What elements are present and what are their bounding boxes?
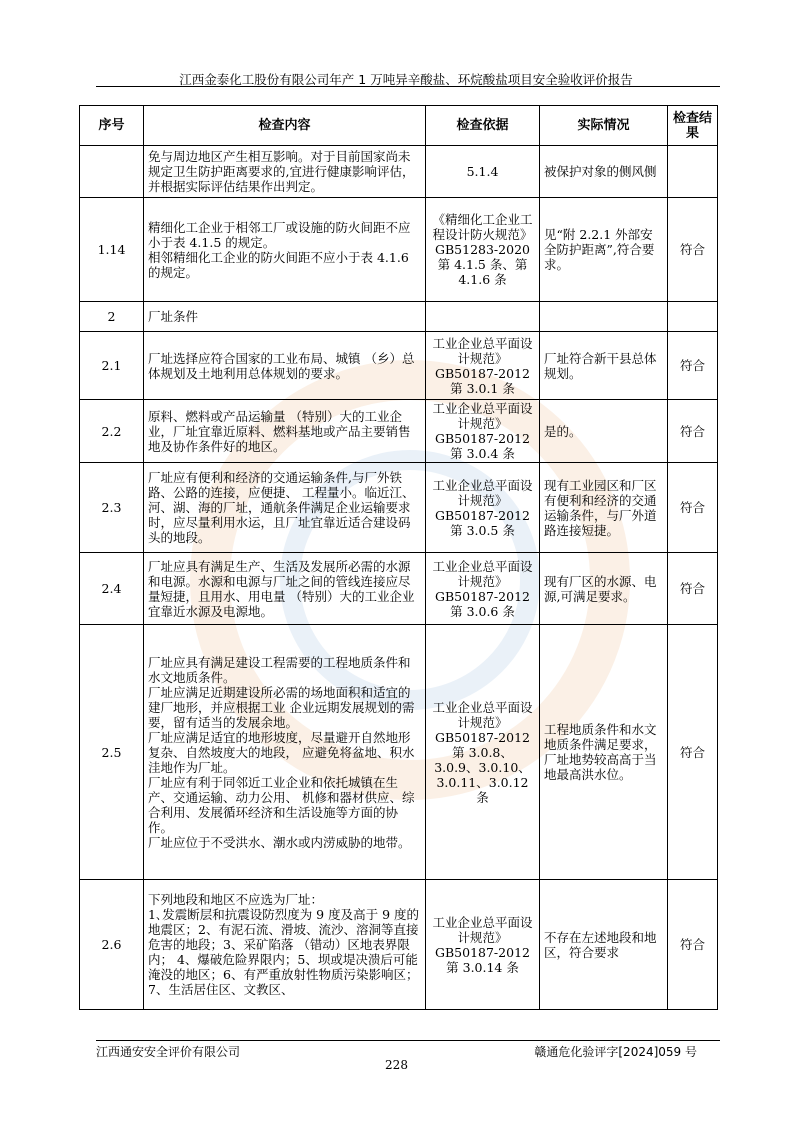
table-body	[80, 146, 718, 1010]
cell-basis	[426, 880, 540, 1010]
col-header-result: 检查结果	[668, 106, 718, 146]
cell-basis	[426, 302, 540, 332]
cell-content-line: 免与周边地区产生相互影响。对于目前国家尚未规定卫生防护距离要求的,宜进行健康影响评估，并根据实际评估结果作出判定。	[148, 149, 415, 194]
cell-actual	[540, 146, 668, 198]
cell-basis-line: GB50187-2012	[435, 944, 530, 960]
col-header-actual: 实际情况	[540, 106, 668, 146]
cell-actual-line: 现有工业园区和厂区有便利和经济的交通运输条件，与厂外道路连接短捷。	[544, 477, 657, 538]
cell-basis-line: 工业企业总平面设计规范》	[432, 335, 533, 366]
cell-content-line: 精细化工企业于相邻工厂或设施的防火间距不应小于表 4.1.5 的规定。	[148, 219, 411, 250]
cell-basis-line: 第 3.0.5 条	[450, 522, 515, 538]
cell-basis-line: 《精细化工企业工程设计防火规范》	[432, 212, 533, 242]
cell-basis-line: 工业企业总平面设计规范》	[432, 914, 533, 945]
cell-no: 2.1	[80, 332, 144, 400]
cell-actual	[540, 332, 668, 400]
cell-actual-line: 厂址符合新干县总体规划。	[544, 350, 657, 381]
cell-basis-line: GB50187-2012	[435, 365, 530, 381]
cell-basis-line: 第 3.0.14 条	[446, 959, 519, 975]
cell-result: 符合	[668, 553, 718, 625]
page-number: 228	[385, 1058, 408, 1072]
cell-content-line: 原料、燃料或产品运输量 （特别）大的工业企业，厂址宜靠近原料、燃料基地或产品主要销售地及协作条件好的地区。	[148, 408, 411, 454]
cell-actual-line: 是的。	[544, 423, 582, 439]
cell-basis-line: 5.1.4	[466, 164, 499, 179]
table-row	[80, 332, 718, 400]
cell-actual	[540, 880, 668, 1010]
cell-basis-line: 工业企业总平面设计规范》	[432, 477, 533, 508]
cell-result: 符合	[668, 880, 718, 1010]
cell-no: 2.4	[80, 553, 144, 625]
cell-basis-line: 工业企业总平面设计规范》	[432, 699, 533, 730]
cell-result: 符合	[668, 400, 718, 463]
footer-divider	[96, 1040, 720, 1041]
cell-content-line: 厂址条件	[148, 309, 199, 324]
footer-doc-number: 赣通危化验评字[2024]059 号	[534, 1045, 697, 1059]
cell-no: 2.5	[80, 625, 144, 880]
cell-content-line: 相邻精细化工企业的防火间距不应小于表 4.1.6的规定。	[148, 249, 409, 280]
cell-actual	[540, 198, 668, 302]
cell-basis-line: 第 3.0.6 条	[450, 603, 515, 619]
table-row	[80, 146, 718, 198]
table-row	[80, 880, 718, 1010]
cell-actual	[540, 302, 668, 332]
cell-content-line: 下列地段和地区不应选为厂址：	[148, 892, 324, 907]
table-row	[80, 400, 718, 463]
cell-basis-line: 工业企业总平面设计规范》	[432, 401, 533, 431]
table-row	[80, 463, 718, 553]
cell-no: 1.14	[80, 198, 144, 302]
cell-basis	[426, 146, 540, 198]
cell-result: 符合	[668, 198, 718, 302]
cell-actual-line: 工程地质条件和水文地质条件满足要求，厂址地势较高高于当地最高洪水位。	[544, 722, 657, 782]
cell-basis-line: GB51283-2020	[435, 242, 530, 257]
cell-actual	[540, 625, 668, 880]
header-title: 江西金泰化工股份有限公司年产 1 万吨异辛酸盐、环烷酸盐项目安全验收评价报告	[179, 72, 633, 87]
cell-basis	[426, 400, 540, 463]
cell-basis-line: GB50187-2012	[435, 588, 530, 604]
cell-basis	[426, 463, 540, 553]
cell-content	[144, 146, 426, 198]
cell-result: 符合	[668, 332, 718, 400]
cell-content	[144, 463, 426, 553]
cell-basis	[426, 553, 540, 625]
cell-basis-line: GB50187-2012	[435, 507, 530, 523]
cell-basis-line: 第 3.0.1 条	[450, 380, 515, 396]
cell-content	[144, 625, 426, 880]
cell-result: 符合	[668, 625, 718, 880]
cell-basis-line: GB50187-2012	[435, 729, 530, 745]
cell-actual-line: 见“附 2.2.1 外部安全防护距离”,符合要求。	[544, 227, 655, 272]
table-row	[80, 198, 718, 302]
cell-content	[144, 198, 426, 302]
cell-result: 符合	[668, 463, 718, 553]
cell-content-line: 厂址应具有满足生产、生活及发展所必需的水源和电源。水源和电源与厂址之间的管线连接应尽量短捷，且用水、用电量 （特别）大的工业企业宜靠近水源及电源地。	[148, 558, 415, 619]
cell-no: 2.3	[80, 463, 144, 553]
cell-content	[144, 302, 426, 332]
cell-no: 2.2	[80, 400, 144, 463]
cell-actual	[540, 553, 668, 625]
cell-actual	[540, 463, 668, 553]
cell-basis-line: 第 3.0.4 条	[450, 446, 515, 461]
col-header-content: 检查内容	[144, 106, 426, 146]
footer-company: 江西通安安全评价有限公司	[96, 1045, 241, 1059]
cell-content-line: 1､发震断层和抗震设防烈度为 9 度及高于 9 度的地震区；2、有泥石流、滑坡、流沙、溶洞等直接危害的地段；3、采矿陷落 （错动）区地表界限内； 4、爆破危险界限内；5、坝或堤决溃后可能淹没的地区；6、有严重放射性物质污染影响区；7、生活居住区、文教区、	[148, 907, 420, 997]
cell-content-line: 厂址应满足近期建设所必需的场地面积和适宜的建厂地形，并应根据工业 企业远期发展规划的需要，留有适当的发展余地。	[148, 684, 415, 730]
cell-basis-line: 工业企业总平面设计规范》	[432, 558, 533, 589]
cell-basis	[426, 625, 540, 880]
cell-result	[668, 146, 718, 198]
cell-no: 2.6	[80, 880, 144, 1010]
cell-content	[144, 880, 426, 1010]
cell-content-line: 厂址应有便利和经济的交通运输条件,与厂外铁路、公路的连接，应便捷、 工程量小。临近江、河、湖、海的厂址，通航条件满足企业运输要求时，应尽量利用水运，且厂址宜靠近适合建设码头的地段。	[148, 470, 415, 545]
cell-actual-line: 被保护对象的侧风侧	[544, 164, 657, 179]
cell-content-line: 厂址选择应符合国家的工业布局、城镇 （乡）总体规划及土地利用总体规划的要求。	[148, 350, 415, 381]
cell-content-line: 厂址应满足适宜的地形坡度，尽量避开自然地形复杂、自然坡度大的地段， 应避免将盆地、积水洼地作为厂址。	[148, 729, 415, 775]
inspection-table	[79, 105, 718, 1010]
table-row	[80, 302, 718, 332]
header-divider	[96, 86, 720, 87]
col-header-basis: 检查依据	[426, 106, 540, 146]
table-row	[80, 625, 718, 880]
cell-actual-line: 不存在左述地段和地区，符合要求	[544, 929, 657, 960]
cell-content	[144, 553, 426, 625]
cell-content-line: 厂址应位于不受洪水、潮水或内涝威胁的地带。	[148, 834, 411, 850]
cell-actual	[540, 400, 668, 463]
col-header-no: 序号	[80, 106, 144, 146]
cell-content-line: 厂址应具有满足建设工程需要的工程地质条件和水文地质条件。	[148, 654, 411, 685]
cell-no: 2	[80, 302, 144, 332]
cell-content-line: 厂址应有利于同邻近工业企业和依托城镇在生产、交通运输、动力公用、 机修和器材供应、综合利用、发展循环经济和生活设施等方面的协作。	[148, 774, 415, 835]
cell-no	[80, 146, 144, 198]
cell-content	[144, 400, 426, 463]
cell-basis	[426, 332, 540, 400]
cell-basis-line: GB50187-2012	[435, 431, 530, 446]
cell-content	[144, 332, 426, 400]
table-row	[80, 553, 718, 625]
cell-basis-line: 第 4.1.5 条、第 4.1.6 条	[437, 257, 528, 287]
cell-result	[668, 302, 718, 332]
cell-basis-line: 第 3.0.8、3.0.9、3.0.10、3.0.11、3.0.12 条	[434, 744, 531, 805]
table-header-row	[80, 106, 718, 146]
cell-actual-line: 现有厂区的水源、电源,可满足要求。	[544, 573, 657, 604]
cell-basis	[426, 198, 540, 302]
